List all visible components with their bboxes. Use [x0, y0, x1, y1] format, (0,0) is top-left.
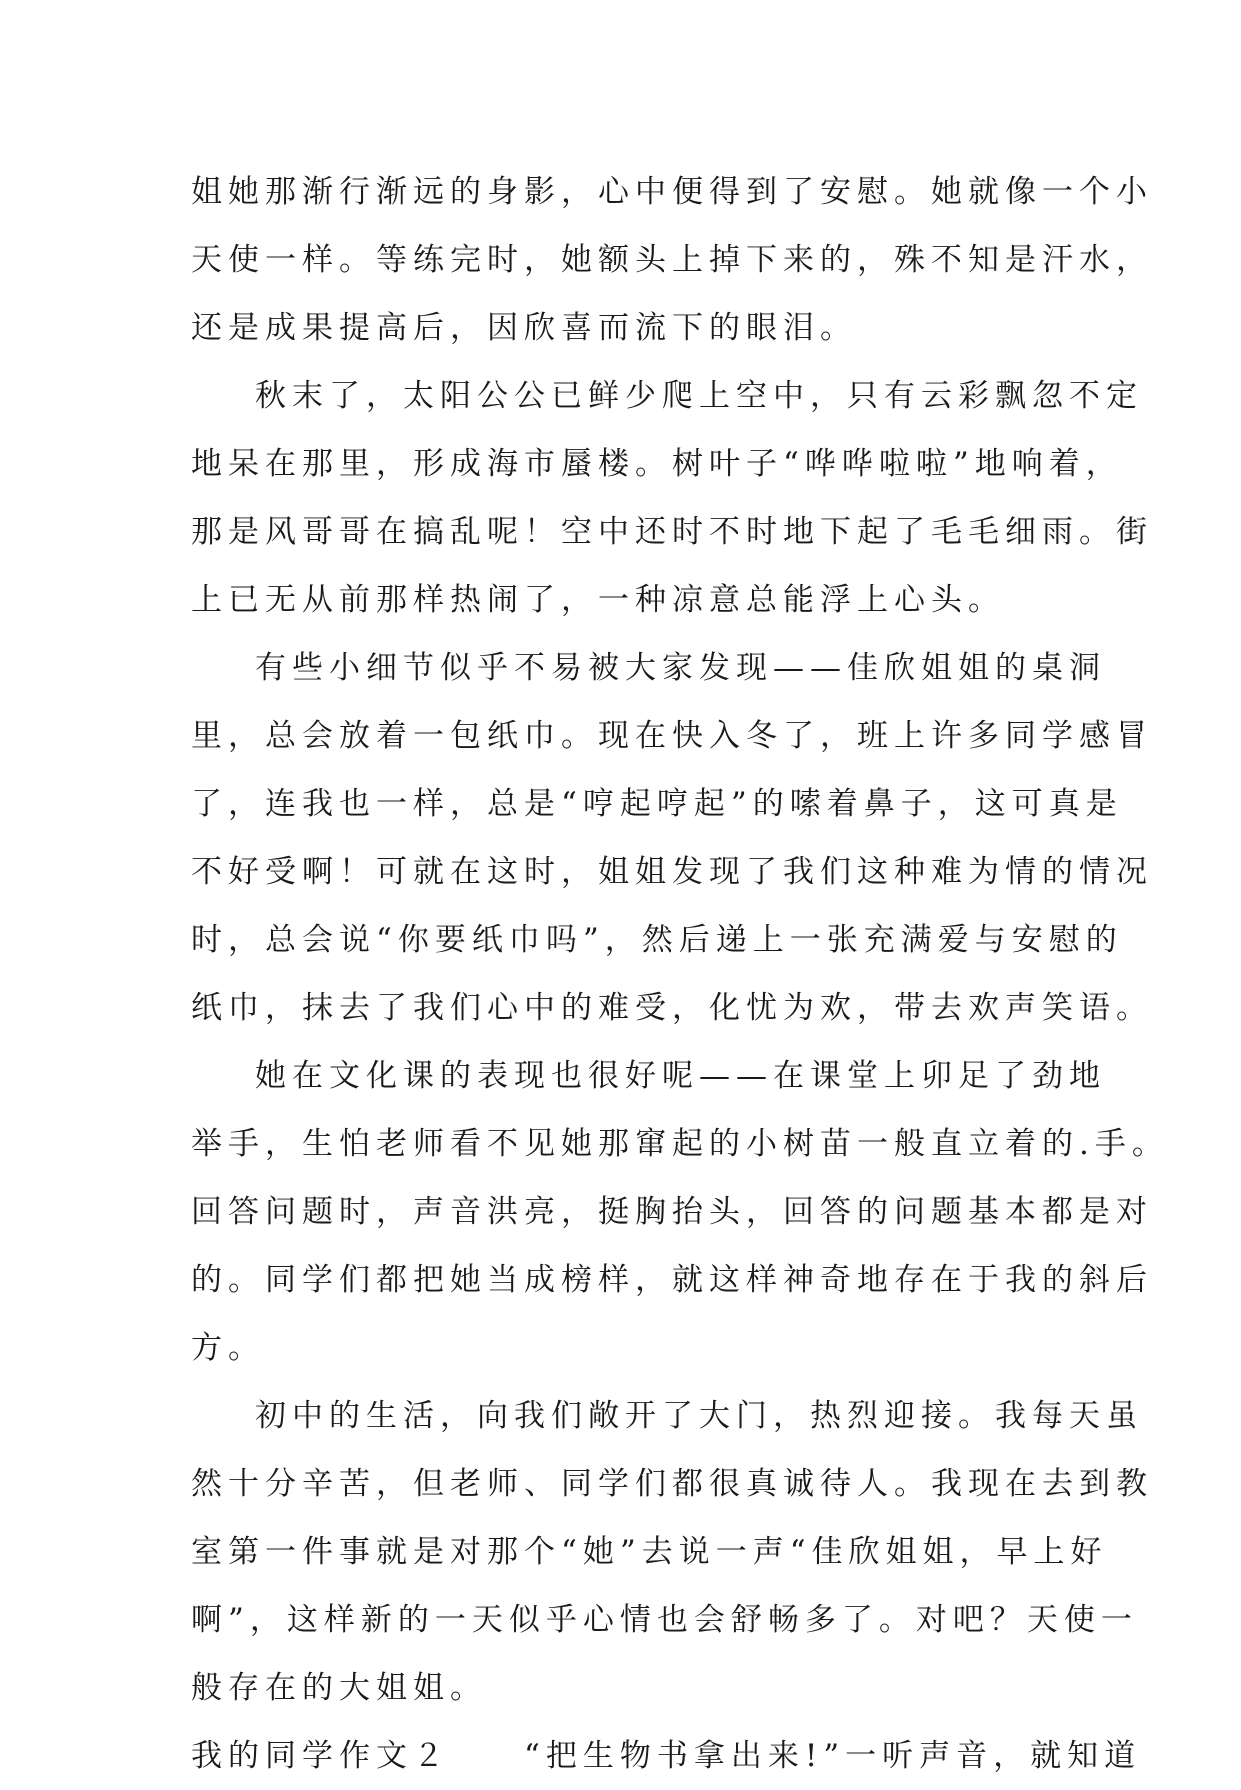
text-line: 室第一件事就是对那个“她”去说一声“佳欣姐姐，早上好: [191, 1534, 1108, 1570]
text-line: 那是风哥哥在搞乱呢！空中还时不时地下起了毛毛细雨。街: [191, 514, 1153, 550]
text-line: 姐她那渐行渐远的身影，心中便得到了安慰。她就像一个小: [191, 174, 1153, 210]
text-line: 举手，生怕老师看不见她那窜起的小树苗一般直立着的.手。: [191, 1126, 1169, 1162]
text-line: 纸巾，抹去了我们心中的难受，化忧为欢，带去欢声笑语。: [191, 990, 1153, 1026]
text-line: 时，总会说“你要纸巾吗”，然后递上一张充满爱与安慰的: [191, 922, 1123, 958]
paragraph-first-line: 有些小细节似乎不易被大家发现——佳欣姐姐的桌洞: [255, 650, 1106, 686]
text-line: 然十分辛苦，但老师、同学们都很真诚待人。我现在去到教: [191, 1466, 1153, 1502]
text-line: 不好受啊！可就在这时，姐姐发现了我们这种难为情的情况: [191, 854, 1153, 890]
paragraph-first-line: 初中的生活，向我们敞开了大门，热烈迎接。我每天虽: [255, 1398, 1143, 1434]
text-line: 啊”，这样新的一天似乎心情也会舒畅多了。对吧？天使一: [191, 1602, 1138, 1638]
text-line: 了，连我也一样，总是“哼起哼起”的嗦着鼻子，这可真是: [191, 786, 1123, 822]
text-line: 上已无从前那样热闹了，一种凉意总能浮上心头。: [191, 582, 1005, 618]
paragraph-first-line: 她在文化课的表现也很好呢——在课堂上卯足了劲地: [255, 1058, 1106, 1094]
document-body: [191, 158, 1169, 1790]
text-line: 还是成果提高后，因欣喜而流下的眼泪。: [191, 310, 857, 346]
text-line: 天使一样。等练完时，她额头上掉下来的，殊不知是汗水，: [191, 242, 1153, 278]
text-line: 般存在的大姐姐。: [191, 1670, 487, 1706]
text-line: 里，总会放着一包纸巾。现在快入冬了，班上许多同学感冒: [191, 718, 1153, 754]
section-heading-line: 我的同学作文２ “把生物书拿出来!”一听声音，就知道: [191, 1738, 1142, 1774]
text-line: 地呆在那里，形成海市蜃楼。树叶子“哗哗啦啦”地响着，: [191, 446, 1123, 482]
text-line: 的。同学们都把她当成榜样，就这样神奇地存在于我的斜后: [191, 1262, 1153, 1298]
text-line: 回答问题时，声音洪亮，挺胸抬头，回答的问题基本都是对: [191, 1194, 1153, 1230]
paragraph-first-line: 秋末了，太阳公公已鲜少爬上空中，只有云彩飘忽不定: [255, 378, 1143, 414]
text-line: 方。: [191, 1330, 265, 1366]
